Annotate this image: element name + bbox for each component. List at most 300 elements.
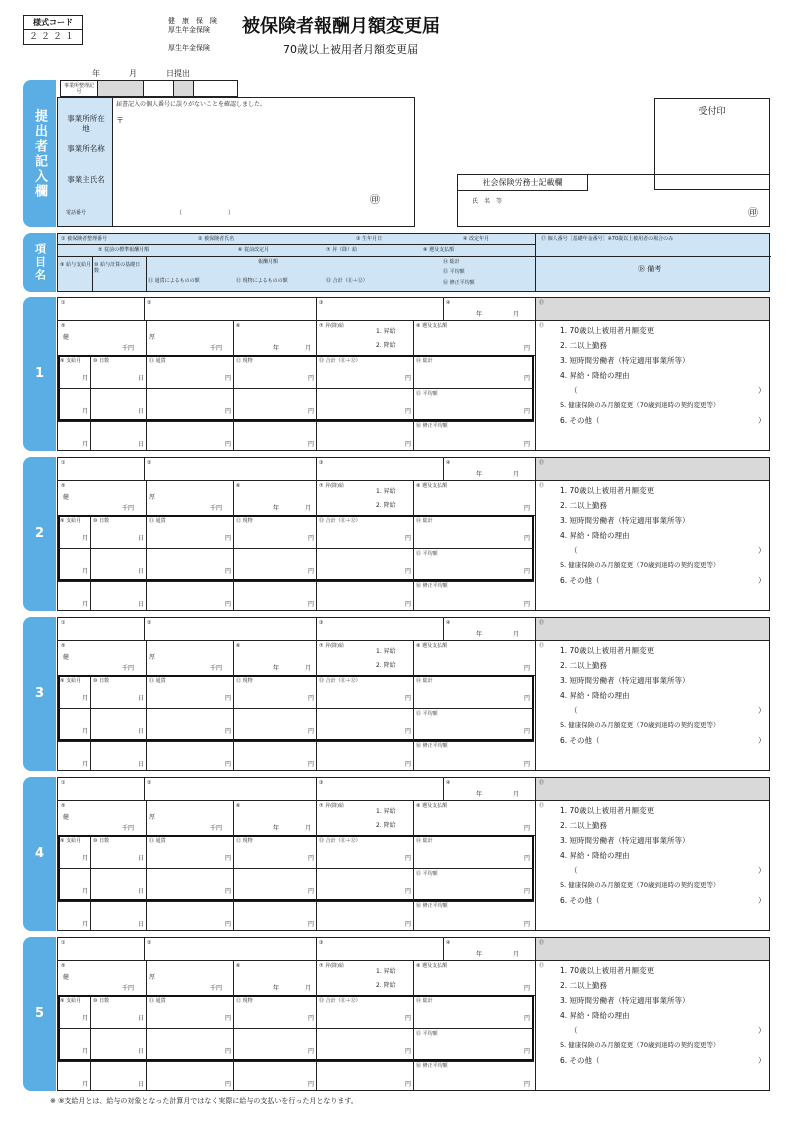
- cell-13-label: ⑬ 合計（⑪＋⑫）: [319, 678, 361, 684]
- unit-month-9: 月: [82, 1015, 89, 1022]
- grid-line: [58, 1061, 413, 1062]
- header-4: ④ 改定年月: [463, 236, 490, 242]
- cell-8-label: ⑧ 遡及支払額: [416, 963, 448, 969]
- remark-rem3[interactable]: 3. 短時間労働者（特定適用事業所等）: [560, 356, 690, 365]
- remark-rem6[interactable]: 6. その他（: [560, 576, 600, 585]
- unit-yen-13: 円: [405, 855, 412, 862]
- grid-line: [443, 938, 444, 960]
- grid-line: [316, 675, 317, 770]
- entry-row-4: [57, 777, 770, 931]
- unit-yen-13: 円: [405, 921, 412, 928]
- grid-line: [535, 778, 536, 930]
- sharoshi-title: 社会保険労務士記載欄: [458, 175, 588, 191]
- cell-7-label: ⑦ 昇(降)給: [319, 323, 344, 329]
- cell-5-label: ⑤: [61, 323, 66, 329]
- header-3: ③ 生年月日: [356, 236, 383, 242]
- grid-line: [144, 618, 145, 640]
- remark-rem4-open: （: [570, 1026, 578, 1035]
- cell-17-label: ⑰: [539, 780, 545, 786]
- phone-close-paren: ）: [228, 210, 235, 217]
- cell-13-label: ⑬ 合計（⑪＋⑫）: [319, 518, 361, 524]
- unit-year-6: 年: [273, 985, 280, 992]
- unit-month: 月: [513, 631, 520, 638]
- unit-day-10: 日: [138, 568, 145, 575]
- remark-rem1[interactable]: 1. 70歳以上被用者月額変更: [560, 486, 655, 495]
- remark-rem4-close: ）: [758, 546, 766, 555]
- remark-rem3[interactable]: 3. 短時間労働者（特定適用事業所等）: [560, 516, 690, 525]
- unit-yen-12: 円: [308, 568, 315, 575]
- cell-1-label: ①: [61, 940, 66, 946]
- remark-rem5[interactable]: 5. 健康保険のみ月額変更（70歳到達時の契約変更等）: [560, 401, 720, 409]
- unit-kou: 厚: [149, 814, 156, 821]
- grid-line: [316, 938, 317, 960]
- unit-yen-12: 円: [308, 601, 315, 608]
- unit-thousand-1: 千円: [122, 985, 135, 992]
- grid-line: [144, 938, 145, 960]
- unit-kou: 厚: [149, 494, 156, 501]
- remark-rem4[interactable]: 4. 昇給・降給の理由: [560, 1011, 630, 1020]
- cell-15-label: ⑮ 平均額: [416, 711, 438, 717]
- unit-ken: 健: [63, 334, 70, 341]
- remark-rem6-close: ）: [758, 896, 766, 905]
- unit-yen-8: 円: [524, 985, 531, 992]
- cell-15-label: ⑮ 平均額: [416, 551, 438, 557]
- remark-rem4[interactable]: 4. 昇給・降給の理由: [560, 371, 630, 380]
- unit-yen-11: 円: [225, 568, 232, 575]
- unit-month-6: 月: [305, 345, 312, 352]
- grid-line: [58, 581, 413, 582]
- grid-line: [535, 458, 536, 610]
- unit-month-9: 月: [82, 408, 89, 415]
- grid-line: [146, 320, 147, 355]
- owner-name-label: 事業主氏名: [67, 175, 105, 184]
- grid-line: [536, 320, 769, 321]
- header-18: ⑱ 備考: [638, 265, 662, 273]
- remark-rem2[interactable]: 2. 二以上勤務: [560, 661, 608, 670]
- cell-10-label: ⑩ 日数: [93, 678, 110, 684]
- footnote: ※ ⑨支給月とは、給与の対象となった計算月ではなく実際に給与の支払いを行った月となります。: [50, 1097, 358, 1105]
- unit-kou: 厚: [149, 654, 156, 661]
- cell-7-label: ⑦ 昇(降)給: [319, 803, 344, 809]
- grid-line: [233, 995, 234, 1090]
- cell-14-label: ⑭ 総計: [416, 998, 433, 1004]
- grid-line: [413, 675, 414, 770]
- cell-3-label: ③: [319, 620, 324, 626]
- grid-line: [413, 320, 414, 355]
- grid-line: [413, 708, 534, 709]
- remark-rem1[interactable]: 1. 70歳以上被用者月額変更: [560, 806, 655, 815]
- cell-6-label: ⑥: [236, 323, 241, 329]
- unit-ken: 健: [63, 494, 70, 501]
- cell-14-label: ⑭ 総計: [416, 518, 433, 524]
- unit-yen-13: 円: [405, 568, 412, 575]
- cell-11-label: ⑪ 通貨: [149, 358, 166, 364]
- unit-year-6: 年: [273, 665, 280, 672]
- lower-option[interactable]: 2. 降給: [376, 982, 396, 989]
- grid-line: [316, 640, 317, 675]
- row-number-tab: 5: [23, 937, 56, 1091]
- grid-line: [90, 835, 91, 930]
- lower-option[interactable]: 2. 降給: [376, 342, 396, 349]
- grid-line: [90, 675, 91, 770]
- row-number-tab: 3: [23, 617, 56, 771]
- cell-3-label: ③: [319, 940, 324, 946]
- cell-6-label: ⑥: [236, 643, 241, 649]
- grid-line: [58, 640, 536, 641]
- header-11: 報酬月額: [258, 259, 279, 265]
- cell-9-label: ⑨ 支給月: [60, 838, 82, 844]
- remark-rem2[interactable]: 2. 二以上勤務: [560, 821, 608, 830]
- unit-yen-12: 円: [308, 408, 315, 415]
- unit-yen-14: 円: [524, 568, 531, 575]
- grid-line: [316, 515, 317, 610]
- grid-line: [413, 355, 414, 450]
- cell-4-label: ④: [446, 300, 451, 306]
- cell-11-label: ⑪ 通貨: [149, 838, 166, 844]
- grid-line: [413, 1061, 534, 1062]
- unit-year-6: 年: [273, 345, 280, 352]
- office-code-cell-2[interactable]: [143, 81, 173, 96]
- unit-yen-13: 円: [405, 375, 412, 382]
- grid-line: [413, 581, 534, 582]
- raise-option[interactable]: 1. 昇給: [376, 968, 396, 975]
- header-1: ① 被保険者整理番号: [61, 236, 108, 242]
- remark-rem6-close: ）: [758, 576, 766, 585]
- raise-option[interactable]: 1. 昇給: [376, 808, 396, 815]
- remark-rem3[interactable]: 3. 短時間労働者（特定適用事業所等）: [560, 996, 690, 1005]
- unit-day-10: 日: [138, 601, 145, 608]
- grid-line: [233, 675, 234, 770]
- remark-rem4[interactable]: 4. 昇給・降給の理由: [560, 531, 630, 540]
- unit-thousand-1: 千円: [122, 505, 135, 512]
- unit-month-9: 月: [82, 375, 89, 382]
- cell-9-label: ⑨ 支給月: [60, 998, 82, 1004]
- unit-yen-12: 円: [308, 921, 315, 928]
- office-code-row: [60, 80, 238, 97]
- grid-line: [413, 741, 534, 742]
- raise-option[interactable]: 1. 昇給: [376, 328, 396, 335]
- unit-yen-12: 円: [308, 441, 315, 448]
- remark-rem5[interactable]: 5. 健康保険のみ月額変更（70歳到達時の契約変更等）: [560, 721, 720, 729]
- cell-8-label: ⑧ 遡及支払額: [416, 803, 448, 809]
- grid-line: [233, 800, 234, 835]
- cell-9-label: ⑨ 支給月: [60, 678, 82, 684]
- grid-line: [316, 480, 317, 515]
- cell-16-label: ⑯ 修正平均額: [416, 423, 448, 429]
- unit-kou: 厚: [149, 334, 156, 341]
- raise-option[interactable]: 1. 昇給: [376, 488, 396, 495]
- remark-rem3[interactable]: 3. 短時間労働者（特定適用事業所等）: [560, 676, 690, 685]
- header-15: ⑮ 平均額: [443, 269, 465, 275]
- remark-rem2[interactable]: 2. 二以上勤務: [560, 501, 608, 510]
- unit-month-6: 月: [305, 505, 312, 512]
- grid-line: [413, 515, 414, 610]
- unit-day-10: 日: [138, 1081, 145, 1088]
- grid-line: [144, 778, 145, 800]
- grid-line: [144, 298, 145, 320]
- unit-yen-8: 円: [524, 825, 531, 832]
- cell-18-label: ⑰: [539, 643, 545, 649]
- unit-yen-12: 円: [308, 888, 315, 895]
- cell-14-label: ⑭ 総計: [416, 678, 433, 684]
- unit-yen-12: 円: [308, 855, 315, 862]
- grid-line: [536, 480, 769, 481]
- grid-line: [233, 835, 234, 930]
- unit-month-6: 月: [305, 825, 312, 832]
- cell-6-label: ⑥: [236, 963, 241, 969]
- grid-line: [316, 800, 317, 835]
- unit-month: 月: [513, 791, 520, 798]
- unit-year-6: 年: [273, 505, 280, 512]
- raise-option[interactable]: 1. 昇給: [376, 648, 396, 655]
- remark-rem5[interactable]: 5. 健康保険のみ月額変更（70歳到達時の契約変更等）: [560, 881, 720, 889]
- grid-line: [413, 548, 534, 549]
- cell-6-label: ⑥: [236, 803, 241, 809]
- unit-ken: 健: [63, 814, 70, 821]
- grid-line: [413, 1028, 534, 1029]
- unit-thousand-1: 千円: [122, 665, 135, 672]
- unit-day-10: 日: [138, 761, 145, 768]
- remark-rem6[interactable]: 6. その他（: [560, 1056, 600, 1065]
- header-2: ② 被保険者氏名: [198, 236, 235, 242]
- grid-line: [90, 515, 91, 610]
- insurance-type-2: 厚生年金保険: [168, 26, 210, 34]
- unit-yen-11: 円: [225, 408, 232, 415]
- cell-1-label: ①: [61, 460, 66, 466]
- form-code-box: [23, 15, 83, 45]
- office-code-label: 事業所整理記号: [63, 83, 94, 95]
- unit-yen-11: 円: [225, 888, 232, 895]
- cell-2-label: ②: [147, 300, 152, 306]
- cell-15-label: ⑮ 平均額: [416, 871, 438, 877]
- header-9: ⑨ 給与支給月: [60, 262, 92, 268]
- phone-label: 電話番号: [66, 210, 87, 216]
- remark-rem4-close: ）: [758, 386, 766, 395]
- unit-yen-14: 円: [524, 1048, 531, 1055]
- entry-row-1: [57, 297, 770, 451]
- unit-yen-8: 円: [524, 665, 531, 672]
- grid-line: [233, 480, 234, 515]
- unit-day-10: 日: [138, 1015, 145, 1022]
- office-code-cell-3[interactable]: [173, 81, 193, 96]
- unit-year: 年: [476, 471, 483, 478]
- remark-rem4[interactable]: 4. 昇給・降給の理由: [560, 691, 630, 700]
- grid-line: [316, 618, 317, 640]
- remark-rem4-open: （: [570, 706, 578, 715]
- cell-10-label: ⑩ 日数: [93, 358, 110, 364]
- remark-rem6[interactable]: 6. その他（: [560, 736, 600, 745]
- header-11a: ⑪ 通貨によるものの額: [148, 278, 200, 284]
- unit-ken: 健: [63, 974, 70, 981]
- unit-day-10: 日: [138, 375, 145, 382]
- grid-line: [58, 320, 536, 321]
- remarks-gray-cell: [536, 618, 769, 640]
- grid-line: [146, 960, 147, 995]
- cell-7-label: ⑦ 昇(降)給: [319, 643, 344, 649]
- grid-line: [316, 355, 317, 450]
- grid-line: [146, 800, 147, 835]
- remark-rem2[interactable]: 2. 二以上勤務: [560, 341, 608, 350]
- unit-yen-12: 円: [308, 761, 315, 768]
- cell-2-label: ②: [147, 780, 152, 786]
- cell-18-label: ⑰: [539, 963, 545, 969]
- unit-year: 年: [476, 631, 483, 638]
- remark-rem1[interactable]: 1. 70歳以上被用者月額変更: [560, 646, 655, 655]
- unit-month-9: 月: [82, 1081, 89, 1088]
- cell-12-label: ⑫ 現物: [236, 678, 253, 684]
- unit-yen-8: 円: [524, 345, 531, 352]
- grid-line: [58, 1028, 413, 1029]
- filing-year-label: 年: [92, 69, 100, 78]
- cell-7-label: ⑦ 昇(降)給: [319, 963, 344, 969]
- cell-17-label: ⑰: [539, 940, 545, 946]
- remark-rem6[interactable]: 6. その他（: [560, 896, 600, 905]
- remark-rem4-close: ）: [758, 706, 766, 715]
- remark-rem4[interactable]: 4. 昇給・降給の理由: [560, 851, 630, 860]
- reception-stamp-box: [654, 98, 770, 190]
- lower-option[interactable]: 2. 降給: [376, 662, 396, 669]
- insurance-type-1: 健 康 保 険: [168, 17, 217, 25]
- remark-rem6-close: ）: [758, 1056, 766, 1065]
- unit-month-9: 月: [82, 441, 89, 448]
- remark-rem1[interactable]: 1. 70歳以上被用者月額変更: [560, 966, 655, 975]
- grid-line: [413, 800, 414, 835]
- insurance-type-3: 厚生年金保険: [168, 44, 210, 52]
- cell-12-label: ⑫ 現物: [236, 518, 253, 524]
- unit-year: 年: [476, 311, 483, 318]
- unit-month-9: 月: [82, 568, 89, 575]
- office-name-label: 事業所名称: [67, 144, 105, 153]
- cell-4-label: ④: [446, 460, 451, 466]
- unit-kou: 厚: [149, 974, 156, 981]
- unit-yen-11: 円: [225, 535, 232, 542]
- cell-9-label: ⑨ 支給月: [60, 358, 82, 364]
- cell-5-label: ⑤: [61, 483, 66, 489]
- unit-yen-13: 円: [405, 601, 412, 608]
- submitter-box: [57, 97, 415, 227]
- cell-4-label: ④: [446, 620, 451, 626]
- cell-3-label: ③: [319, 780, 324, 786]
- reception-stamp-label: 受付印: [698, 107, 726, 117]
- unit-month-9: 月: [82, 761, 89, 768]
- remarks-gray-cell: [536, 938, 769, 960]
- unit-yen-12: 円: [308, 728, 315, 735]
- cell-4-label: ④: [446, 940, 451, 946]
- remark-rem5[interactable]: 5. 健康保険のみ月額変更（70歳到達時の契約変更等）: [560, 1041, 720, 1049]
- unit-month-9: 月: [82, 921, 89, 928]
- entry-row-2: [57, 457, 770, 611]
- remark-rem6-close: ）: [758, 416, 766, 425]
- unit-yen-14: 円: [524, 408, 531, 415]
- unit-year-6: 年: [273, 825, 280, 832]
- unit-yen-11: 円: [225, 601, 232, 608]
- grid-line: [536, 800, 769, 801]
- grid-line: [413, 388, 534, 389]
- unit-yen-13: 円: [405, 441, 412, 448]
- unit-ken: 健: [63, 654, 70, 661]
- unit-day-10: 日: [138, 695, 145, 702]
- unit-yen-11: 円: [225, 1015, 232, 1022]
- header-table: [57, 233, 770, 292]
- grid-line: [146, 640, 147, 675]
- filing-day-label: 日提出: [166, 69, 190, 78]
- cell-14-label: ⑭ 総計: [416, 358, 433, 364]
- grid-line: [90, 995, 91, 1090]
- remark-rem2[interactable]: 2. 二以上勤務: [560, 981, 608, 990]
- unit-yen-14: 円: [524, 1015, 531, 1022]
- grid-line: [146, 675, 147, 770]
- grid-line: [413, 421, 534, 422]
- unit-yen-11: 円: [225, 728, 232, 735]
- form-title: 被保険者報酬月額変更届: [242, 16, 440, 37]
- cell-16-label: ⑯ 修正平均額: [416, 1063, 448, 1069]
- remark-rem4-close: ）: [758, 1026, 766, 1035]
- unit-yen-11: 円: [225, 855, 232, 862]
- header-5: ⑤ 従前の標準報酬月額: [98, 247, 150, 253]
- remark-rem1[interactable]: 1. 70歳以上被用者月額変更: [560, 326, 655, 335]
- remark-rem3[interactable]: 3. 短時間労働者（特定適用事業所等）: [560, 836, 690, 845]
- grid-line: [413, 901, 534, 902]
- row-number-tab: 1: [23, 297, 56, 451]
- unit-thousand-2: 千円: [210, 665, 223, 672]
- cell-11-label: ⑪ 通貨: [149, 518, 166, 524]
- unit-month-9: 月: [82, 888, 89, 895]
- zip-mark: 〒: [116, 116, 124, 125]
- office-code-cell-1[interactable]: [97, 81, 143, 96]
- mynumber-confirm-note: 届書記入の個人番号に誤りがないことを確認しました。: [116, 101, 267, 108]
- cell-14-label: ⑭ 総計: [416, 838, 433, 844]
- remark-rem5[interactable]: 5. 健康保険のみ月額変更（70歳到達時の契約変更等）: [560, 561, 720, 569]
- entry-row-5: [57, 937, 770, 1091]
- cell-4-label: ④: [446, 780, 451, 786]
- cell-12-label: ⑫ 現物: [236, 358, 253, 364]
- cell-18-label: ⑰: [539, 483, 545, 489]
- cell-2-label: ②: [147, 460, 152, 466]
- grid-line: [58, 388, 413, 389]
- unit-month-6: 月: [305, 985, 312, 992]
- grid-line: [535, 298, 536, 450]
- grid-line: [316, 458, 317, 480]
- grid-line: [233, 515, 234, 610]
- unit-year: 年: [476, 951, 483, 958]
- cell-13-label: ⑬ 合計（⑪＋⑫）: [319, 998, 361, 1004]
- unit-yen-8: 円: [524, 505, 531, 512]
- remark-rem6[interactable]: 6. その他（: [560, 416, 600, 425]
- cell-15-label: ⑮ 平均額: [416, 391, 438, 397]
- header-16: ⑯ 修正平均額: [443, 280, 475, 286]
- grid-line: [233, 640, 234, 675]
- lower-option[interactable]: 2. 降給: [376, 822, 396, 829]
- lower-option[interactable]: 2. 降給: [376, 502, 396, 509]
- header-11b: ⑫ 現物によるものの額: [236, 278, 288, 284]
- unit-day-10: 日: [138, 1048, 145, 1055]
- grid-line: [316, 778, 317, 800]
- unit-month-9: 月: [82, 1048, 89, 1055]
- cell-11-label: ⑪ 通貨: [149, 998, 166, 1004]
- unit-month-9: 月: [82, 695, 89, 702]
- unit-month-9: 月: [82, 855, 89, 862]
- remarks-gray-cell: [536, 298, 769, 320]
- cell-12-label: ⑫ 現物: [236, 838, 253, 844]
- office-code-cell-4[interactable]: [193, 81, 237, 96]
- unit-yen-11: 円: [225, 695, 232, 702]
- cell-16-label: ⑯ 修正平均額: [416, 743, 448, 749]
- grid-line: [233, 960, 234, 995]
- cell-17-label: ⑰: [539, 460, 545, 466]
- unit-month-9: 月: [82, 601, 89, 608]
- cell-6-label: ⑥: [236, 483, 241, 489]
- header-7: ⑦ 昇（降）給: [326, 247, 358, 253]
